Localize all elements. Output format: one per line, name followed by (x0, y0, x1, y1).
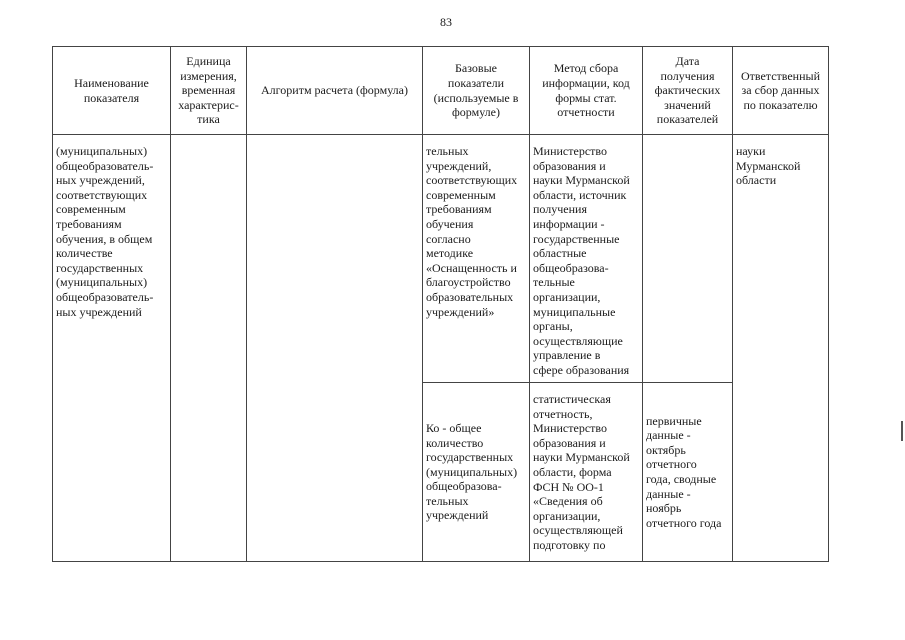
cell-unit (171, 135, 247, 562)
cell-formula (247, 135, 423, 562)
cell-base-1: тельных учреждений, соответствующих современным требованиям обучения согласно методике «Оснащенность и благоустройство образовательных учреждений» (423, 135, 530, 383)
cell-date-2: первичные данные - октябрь отчетного года, сводные данные - ноябрь отчетного года (643, 383, 733, 562)
cell-indicator-name: (муниципальных) общеобразователь- ных учреждений, соответствующих современным требованиям обучения, в общем количестве государственных (муниципальных) общеобразователь- ных учреждений (53, 135, 171, 562)
cell-base-2: Ко - общее количество государственных (муниципальных) общеобразова- тельных учреждений (423, 383, 530, 562)
page-number: 83 (440, 15, 452, 29)
table-row (53, 135, 829, 383)
header-responsible: Ответственный за сбор данных по показателю (733, 47, 829, 135)
header-base-indicators: Базовые показатели (используемые в формуле) (423, 47, 530, 135)
scan-edge-mark (901, 421, 903, 441)
indicator-table (52, 46, 829, 562)
cell-date-1 (643, 135, 733, 383)
header-unit: Единица измерения, временная характерис- тика (171, 47, 247, 135)
table-header-row (53, 47, 829, 135)
header-formula: Алгоритм расчета (формула) (247, 47, 423, 135)
header-indicator-name: Наименование показателя (53, 47, 171, 135)
cell-method-2: статистическая отчетность, Министерство образования и науки Мурманской области, форма ФСН № ОО-1 «Сведения об организации, осуществляющей подготовку по (530, 383, 643, 562)
cell-method-1: Министерство образования и науки Мурманской области, источник получения информации - государственные областные общеобразова- тельные организации, муниципальные органы, осуществляющие управление в сфере образования (530, 135, 643, 383)
cell-responsible: науки Мурманской области (733, 135, 829, 562)
header-date: Дата получения фактических значений показателей (643, 47, 733, 135)
header-collection-method: Метод сбора информации, код формы стат. отчетности (530, 47, 643, 135)
